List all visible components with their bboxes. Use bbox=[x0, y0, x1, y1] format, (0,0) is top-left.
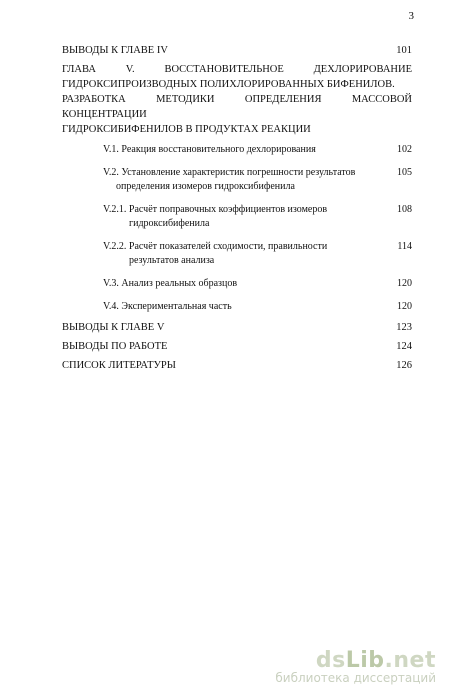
chapter-title-line4: ГИДРОКСИБИФЕНИЛОВ В ПРОДУКТАХ РЕАКЦИИ bbox=[62, 124, 311, 135]
watermark-logo: dsLib.net bbox=[315, 648, 436, 673]
watermark-tagline: библиотека диссертаций bbox=[275, 671, 436, 685]
toc-subsection-v4[interactable] bbox=[62, 300, 412, 314]
toc-entry-title: ВЫВОДЫ ПО РАБОТЕ bbox=[62, 341, 168, 352]
toc-entry-conclusions-work[interactable] bbox=[62, 340, 412, 354]
toc-subsection-v3[interactable] bbox=[62, 277, 412, 291]
toc-entry-title: СПИСОК ЛИТЕРАТУРЫ bbox=[62, 360, 176, 371]
toc-subsection-v2-1[interactable] bbox=[62, 203, 412, 231]
toc-subsection-title-cont: определения изомеров гидроксибифенила bbox=[116, 181, 295, 192]
chapter-title-line2: ГИДРОКСИПРОИЗВОДНЫХ ПОЛИХЛОРИРОВАННЫХ БИФЕНИЛОВ. bbox=[62, 79, 395, 90]
table-of-contents bbox=[62, 44, 412, 377]
toc-entry-chapter5[interactable] bbox=[62, 62, 412, 137]
dslib-watermark bbox=[275, 648, 436, 685]
toc-subsection-title: V.2. Установление характеристик погрешности результатов bbox=[103, 167, 356, 178]
toc-subsection-page: 120 bbox=[397, 278, 412, 289]
toc-entry-title: ВЫВОДЫ К ГЛАВЕ IV bbox=[62, 45, 168, 56]
toc-entry-page: 124 bbox=[396, 341, 412, 352]
toc-entry-page: 126 bbox=[396, 360, 412, 371]
chapter-title-line3: РАЗРАБОТКА МЕТОДИКИ ОПРЕДЕЛЕНИЯ МАССОВОЙ КОНЦЕНТРАЦИИ bbox=[62, 94, 412, 120]
toc-subsection-v1[interactable] bbox=[62, 143, 412, 157]
toc-subsection-title: V.1. Реакция восстановительного дехлорирования bbox=[103, 144, 316, 155]
toc-entry-title: ВЫВОДЫ К ГЛАВЕ V bbox=[62, 322, 165, 333]
toc-entry-conclusions-ch4[interactable] bbox=[62, 44, 412, 58]
chapter-title-word1: ВОССТАНОВИТЕЛЬНОЕ bbox=[164, 64, 284, 75]
toc-subsection-title: V.2.2. Расчёт показателей сходимости, правильности bbox=[103, 241, 328, 252]
toc-subsection-page: 102 bbox=[397, 144, 412, 155]
chapter-title-word2: ДЕХЛОРИРОВАНИЕ bbox=[313, 64, 412, 75]
toc-entry-page: 101 bbox=[396, 45, 412, 56]
toc-subsection-page: 105 bbox=[397, 167, 412, 178]
toc-subsection-v2[interactable] bbox=[62, 166, 412, 194]
toc-entry-conclusions-ch5[interactable] bbox=[62, 321, 412, 335]
toc-subsection-v2-2[interactable] bbox=[62, 240, 412, 268]
toc-entry-references[interactable] bbox=[62, 359, 412, 373]
toc-subsection-title: V.2.1. Расчёт поправочных коэффициентов изомеров bbox=[103, 204, 328, 215]
toc-subsection-title: V.3. Анализ реальных образцов bbox=[103, 278, 238, 289]
chapter-numeral: V. bbox=[125, 64, 135, 75]
toc-subsection-title: V.4. Экспериментальная часть bbox=[103, 301, 232, 312]
toc-subsection-page: 108 bbox=[397, 204, 412, 215]
chapter-word: ГЛАВА bbox=[62, 64, 96, 75]
page-number: 3 bbox=[408, 10, 414, 22]
toc-entry-page: 123 bbox=[396, 322, 412, 333]
toc-subsection-title-cont: гидроксибифенила bbox=[129, 218, 210, 229]
toc-subsection-page: 114 bbox=[397, 241, 412, 252]
toc-subsection-page: 120 bbox=[397, 301, 412, 312]
toc-subsection-title-cont: результатов анализа bbox=[129, 255, 215, 266]
